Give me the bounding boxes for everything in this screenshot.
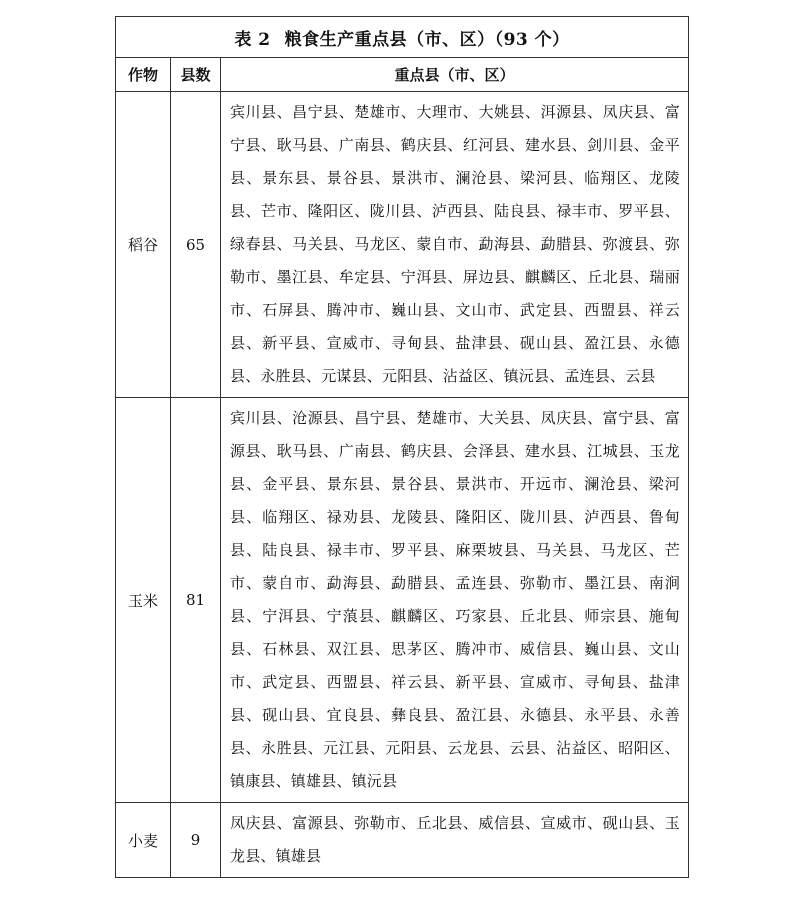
header-crop: 作物 <box>116 58 171 92</box>
table-row-corn <box>116 398 689 803</box>
crop-cell: 玉米 <box>116 398 171 803</box>
table-title-text: 粮食生产重点县（市、区）（93 个） <box>284 29 570 50</box>
county-list: 凤庆县、富源县、弥勒市、丘北县、威信县、宣威市、砚山县、玉龙县、镇雄县 <box>221 803 689 878</box>
header-count: 县数 <box>171 58 221 92</box>
title-row <box>116 17 689 58</box>
crop-cell: 稻谷 <box>116 92 171 398</box>
table-row-wheat <box>116 803 689 878</box>
crop-cell: 小麦 <box>116 803 171 878</box>
header-counties: 重点县（市、区） <box>221 58 689 92</box>
table-title <box>116 17 689 58</box>
county-list: 宾川县、昌宁县、楚雄市、大理市、大姚县、洱源县、凤庆县、富宁县、耿马县、广南县、鹤庆县、红河县、建水县、剑川县、金平县、景东县、景谷县、景洪市、澜沧县、梁河县、临翔区、龙陵县、芒市、隆阳区、陇川县、泸西县、陆良县、禄丰市、罗平县、绿春县、马关县、马龙区、蒙自市、勐海县、勐腊县、弥渡县、弥勒市、墨江县、牟定县、宁洱县、屏边县、麒麟区、丘北县、瑞丽市、石屏县、腾冲市、巍山县、文山市、武定县、西盟县、祥云县、新平县、宣威市、寻甸县、盐津县、砚山县、盈江县、永德县、永胜县、元谋县、元阳县、沾益区、镇沅县、孟连县、云县 <box>221 92 689 398</box>
grain-county-table <box>115 16 689 878</box>
table-title-label: 表 2 <box>234 29 271 50</box>
count-cell: 9 <box>171 803 221 878</box>
header-row <box>116 58 689 92</box>
table-row-rice <box>116 92 689 398</box>
county-list: 宾川县、沧源县、昌宁县、楚雄市、大关县、凤庆县、富宁县、富源县、耿马县、广南县、鹤庆县、会泽县、建水县、江城县、玉龙县、金平县、景东县、景谷县、景洪市、开远市、澜沧县、梁河县、临翔区、禄劝县、龙陵县、隆阳区、陇川县、泸西县、鲁甸县、陆良县、禄丰市、罗平县、麻栗坡县、马关县、马龙区、芒市、蒙自市、勐海县、勐腊县、孟连县、弥勒市、墨江县、南涧县、宁洱县、宁蒗县、麒麟区、巧家县、丘北县、师宗县、施甸县、石林县、双江县、思茅区、腾冲市、威信县、巍山县、文山市、武定县、西盟县、祥云县、新平县、宣威市、寻甸县、盐津县、砚山县、宜良县、彝良县、盈江县、永德县、永平县、永善县、永胜县、元江县、元阳县、云龙县、云县、沾益区、昭阳区、镇康县、镇雄县、镇沅县 <box>221 398 689 803</box>
count-cell: 81 <box>171 398 221 803</box>
count-cell: 65 <box>171 92 221 398</box>
